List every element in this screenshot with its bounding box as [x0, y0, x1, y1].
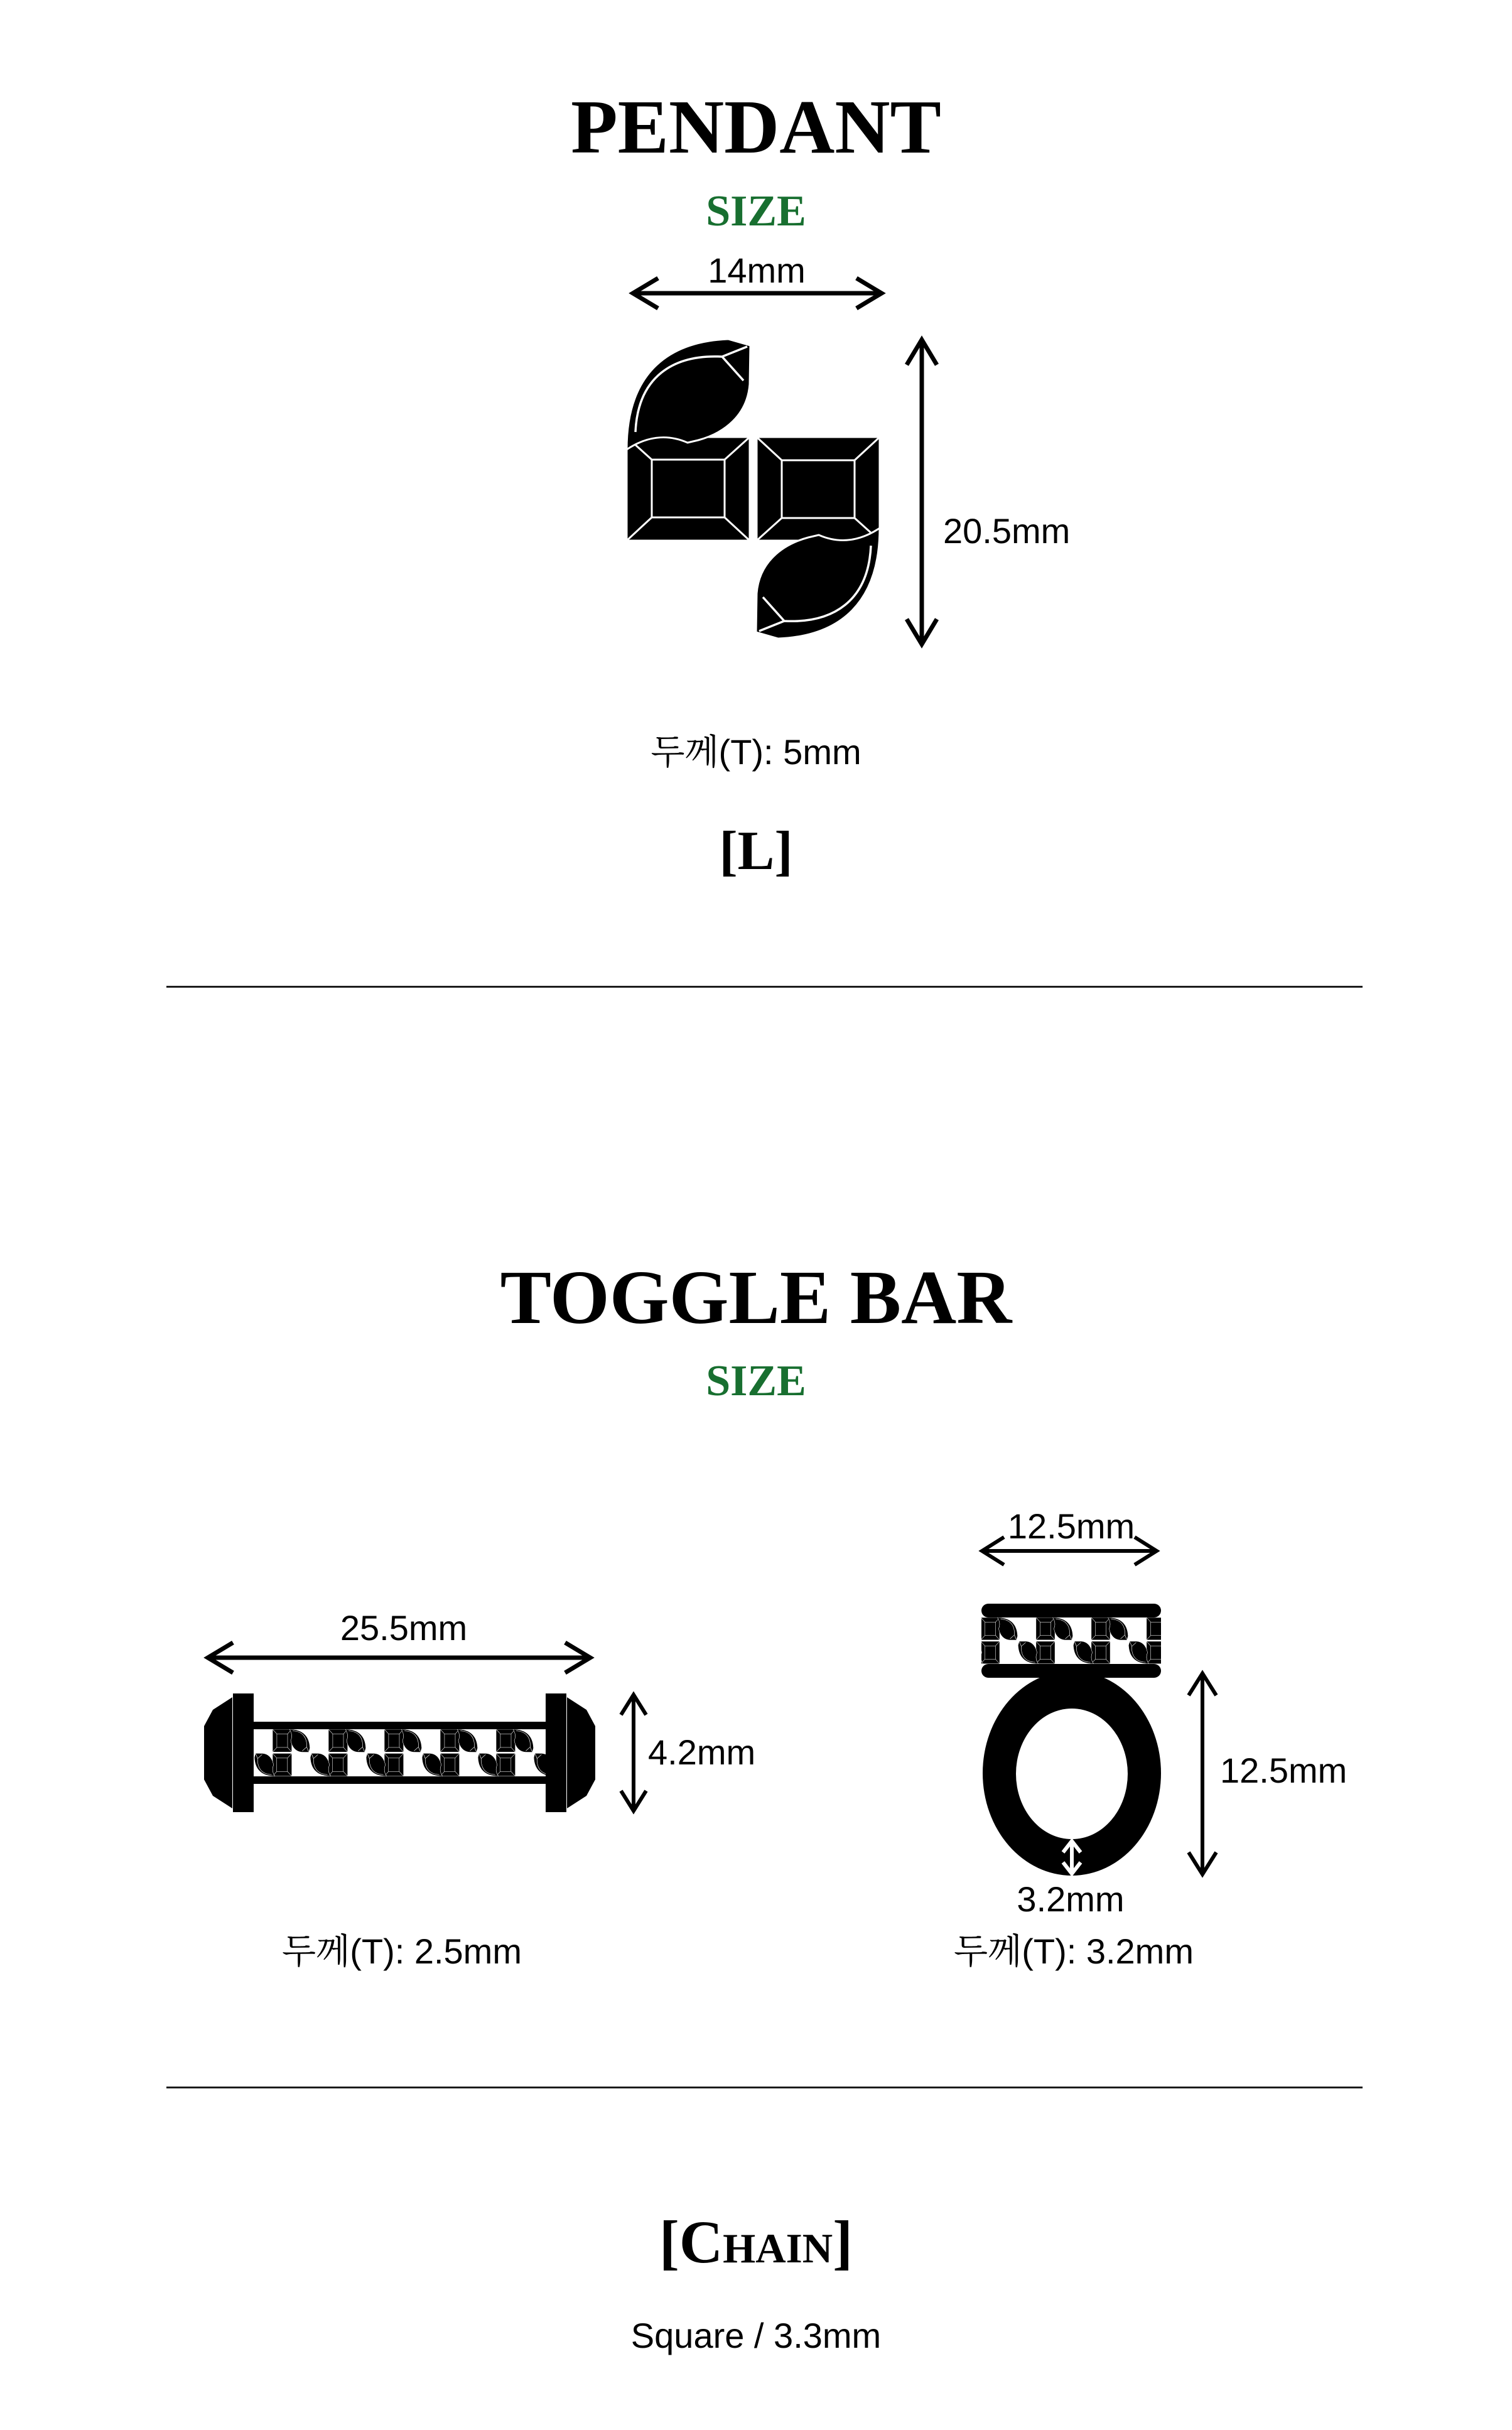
toggle-bar-pattern	[254, 1729, 590, 1776]
toggle-top-view-drawing	[981, 1604, 1161, 1678]
toggle-top-width-arrow-icon	[978, 1533, 1161, 1569]
ring-thickness-label: 두께(T): 3.2mm	[954, 1931, 1194, 1971]
toggle-bar-height-arrow-icon	[615, 1691, 652, 1815]
pendant-width-label: 14mm	[708, 251, 806, 290]
ring-height-arrow-icon	[1184, 1669, 1221, 1879]
pendant-thickness-label: 두께(T): 5mm	[651, 732, 861, 772]
toggle-bar-width-label: 25.5mm	[340, 1608, 468, 1648]
toggle-ring-drawing	[981, 1670, 1163, 1877]
toggle-bar-height-label: 4.2mm	[648, 1732, 756, 1772]
toggle-bar-width-arrow-icon	[203, 1639, 595, 1677]
ring-height-label: 12.5mm	[1220, 1751, 1347, 1790]
chain-spec-label: Square / 3.3mm	[630, 2316, 882, 2355]
pendant-width-arrow-icon	[628, 274, 887, 312]
pendant-title: PENDANT	[571, 85, 941, 170]
toggle-top-pattern	[981, 1617, 1161, 1664]
pendant-size-subtitle: SIZE	[706, 187, 806, 235]
brand-monogram-icon	[627, 338, 880, 640]
pendant-height-arrow-icon	[903, 335, 941, 649]
section-divider	[166, 986, 1363, 988]
pendant-variant-label: [L]	[719, 821, 793, 882]
section-divider	[166, 2087, 1363, 2088]
toggle-top-width-label: 12.5mm	[1007, 1506, 1135, 1546]
toggle-bar-drawing	[204, 1693, 595, 1812]
chain-title: [Chain]	[659, 2208, 853, 2276]
ring-inner-thickness-label: 3.2mm	[1017, 1879, 1125, 1919]
toggle-title: TOGGLE BAR	[500, 1255, 1012, 1340]
toggle-bar-thickness-label: 두께(T): 2.5mm	[282, 1931, 522, 1971]
toggle-size-subtitle: SIZE	[706, 1357, 806, 1405]
pendant-height-label: 20.5mm	[943, 511, 1071, 551]
